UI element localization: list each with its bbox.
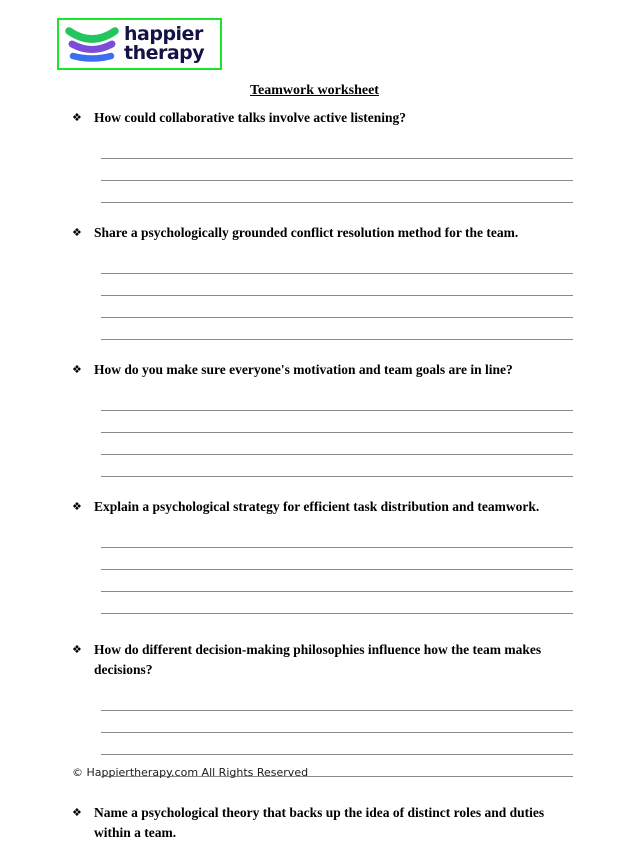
question-block-1: [0, 108, 629, 223]
spacer: [0, 477, 629, 497]
spacer: [0, 203, 629, 223]
question-row: [0, 640, 629, 680]
answer-line[interactable]: [101, 526, 573, 548]
answer-lines-3: [0, 389, 629, 477]
question-row: [0, 497, 629, 517]
logo-wordmark: [124, 25, 204, 63]
answer-line[interactable]: [101, 296, 573, 318]
question-row: [0, 223, 629, 243]
answer-lines-4: [0, 526, 629, 614]
spacer: [0, 614, 629, 640]
question-text-3: How do you make sure everyone's motivation and team goals are in line?: [94, 362, 513, 377]
question-block-3: [0, 360, 629, 497]
answer-line[interactable]: [101, 252, 573, 274]
question-text-2: Share a psychologically grounded conflict resolution method for the team.: [94, 225, 519, 240]
answer-line[interactable]: [101, 433, 573, 455]
answer-line[interactable]: [101, 274, 573, 296]
answer-lines-2: [0, 252, 629, 340]
answer-line[interactable]: [101, 570, 573, 592]
diamond-bullet-icon: ❖: [72, 806, 82, 819]
answer-line[interactable]: [101, 711, 573, 733]
logo-word-happier: happier: [124, 23, 203, 45]
question-block-4: [0, 497, 629, 640]
logo-swoosh-icon: [63, 22, 121, 66]
diamond-bullet-icon: ❖: [72, 226, 82, 239]
question-text-4: Explain a psychological strategy for efficient task distribution and teamwork.: [94, 499, 540, 514]
answer-line[interactable]: [101, 137, 573, 159]
answer-lines-5: [0, 689, 629, 777]
answer-line[interactable]: [101, 411, 573, 433]
diamond-bullet-icon: ❖: [72, 363, 82, 376]
answer-line[interactable]: [101, 455, 573, 477]
question-row: [0, 360, 629, 380]
page-title: Teamwork worksheet: [250, 83, 379, 98]
question-block-6: [0, 803, 629, 843]
answer-line[interactable]: [101, 592, 573, 614]
answer-line[interactable]: [101, 389, 573, 411]
question-text-1: How could collaborative talks involve active listening?: [94, 110, 406, 125]
question-row: [0, 803, 629, 843]
diamond-bullet-icon: ❖: [72, 500, 82, 513]
happier-therapy-logo: [57, 18, 222, 70]
question-list: [0, 108, 629, 843]
question-text-5: How do different decision-making philosophies influence how the team makes decisions?: [94, 642, 542, 677]
question-block-2: [0, 223, 629, 360]
copyright-footer: © Happiertherapy.com All Rights Reserved: [72, 766, 309, 779]
answer-line[interactable]: [101, 159, 573, 181]
logo-word-therapy: therapy: [124, 42, 205, 64]
diamond-bullet-icon: ❖: [72, 111, 82, 124]
question-text-6: Name a psychological theory that backs up the idea of distinct roles and duties within a team.: [94, 805, 545, 840]
spacer: [0, 340, 629, 360]
answer-line[interactable]: [101, 689, 573, 711]
answer-line[interactable]: [101, 733, 573, 755]
diamond-bullet-icon: ❖: [72, 643, 82, 656]
answer-line[interactable]: [101, 548, 573, 570]
answer-line[interactable]: [101, 181, 573, 203]
answer-lines-1: [0, 137, 629, 203]
question-row: [0, 108, 629, 128]
answer-line[interactable]: [101, 318, 573, 340]
spacer: [0, 777, 629, 803]
